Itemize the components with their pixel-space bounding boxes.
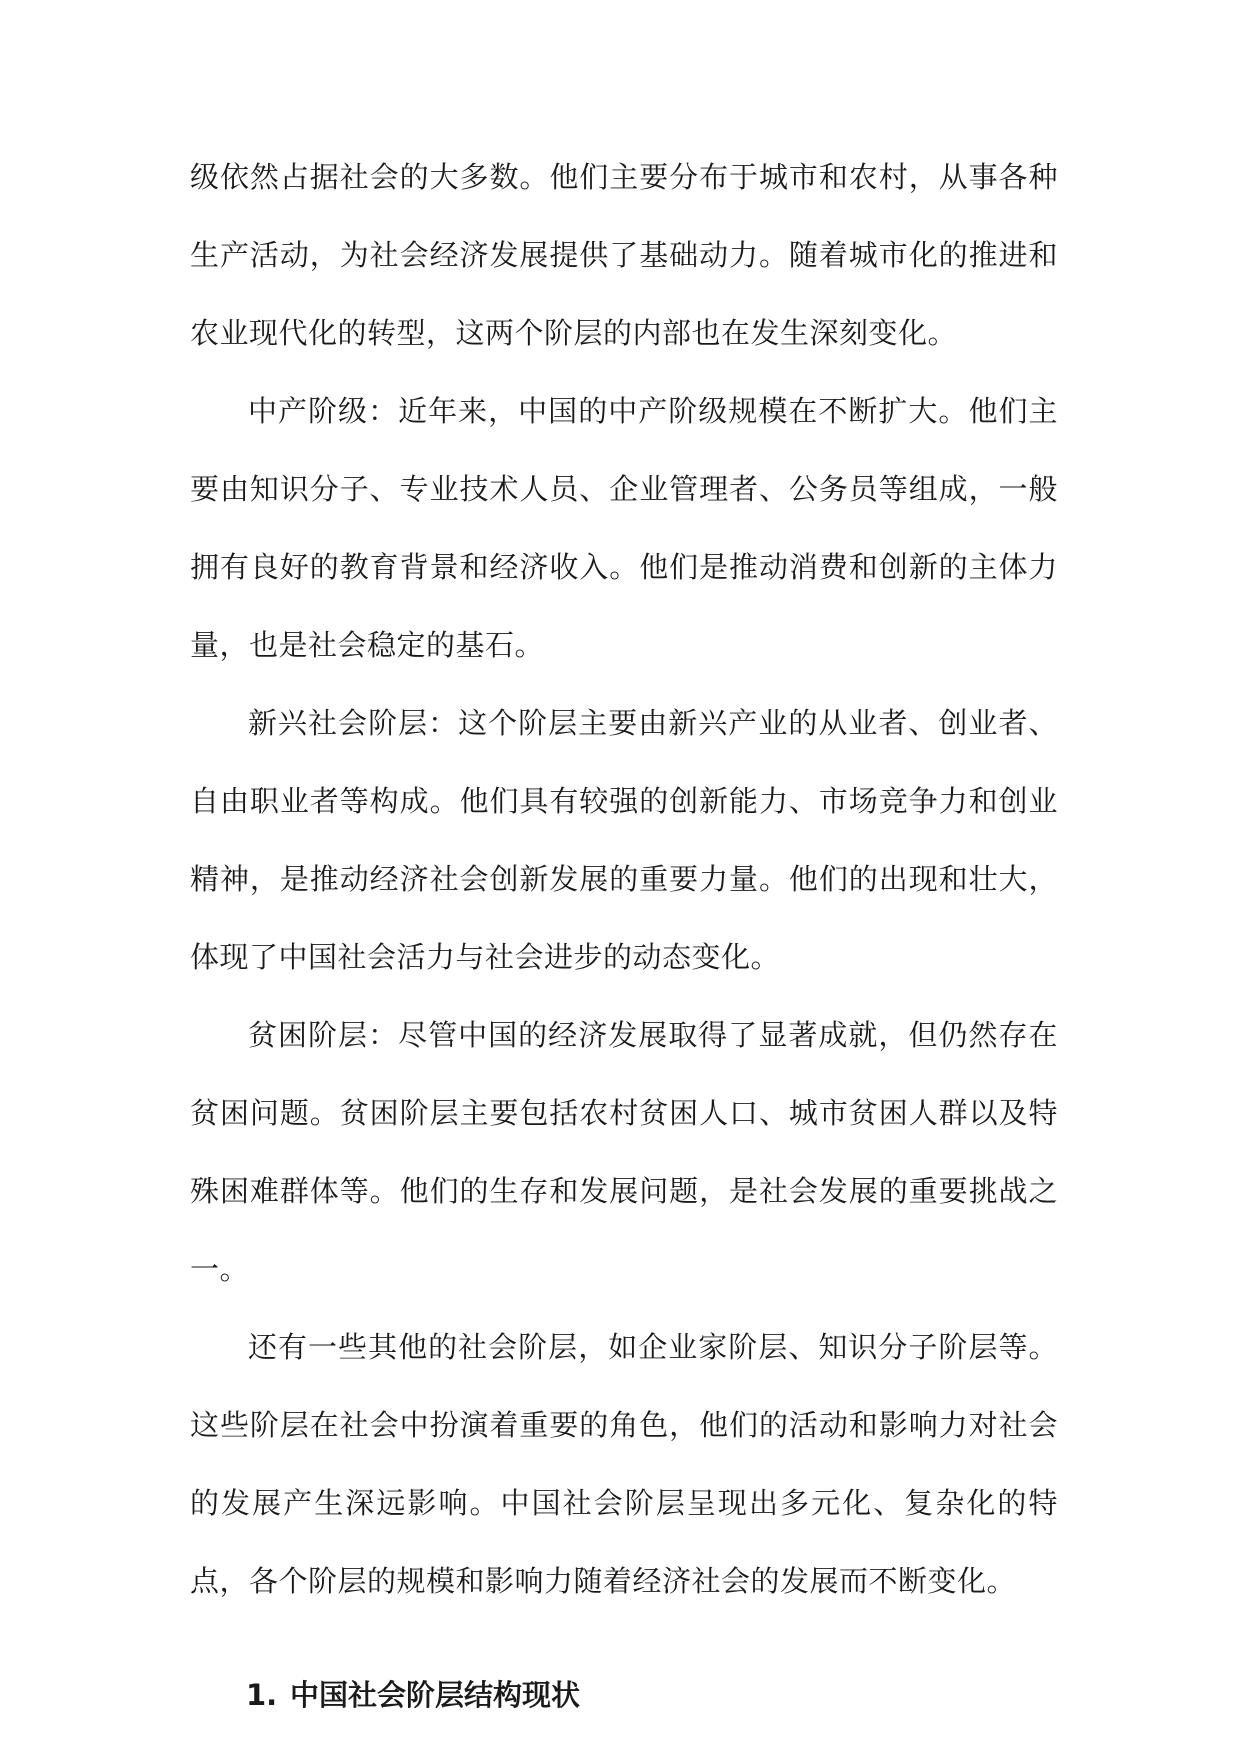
paragraph-continuation: 级依然占据社会的大多数。他们主要分布于城市和农村，从事各种生产活动，为社会经济发展提供了基础动力。随着城市化的推进和农业现代化的转型，这两个阶层的内部也在发生深刻变化。 — [190, 160, 1058, 350]
paragraph-middle-class: 中产阶级：近年来，中国的中产阶级规模在不断扩大。他们主要由知识分子、专业技术人员、企业管理者、公务员等组成，一般拥有良好的教育背景和经济收入。他们是推动消费和创新的主体力量，也是社会稳定的基石。 — [190, 394, 1058, 662]
paragraph-emerging-class: 新兴社会阶层：这个阶层主要由新兴产业的从业者、创业者、自由职业者等构成。他们具有较强的创新能力、市场竞争力和创业精神，是推动经济社会创新发展的重要力量。他们的出现和壮大，体现了中国社会活力与社会进步的动态变化。 — [190, 706, 1058, 974]
paragraph-other-classes: 还有一些其他的社会阶层，如企业家阶层、知识分子阶层等。这些阶层在社会中扮演着重要的角色，他们的活动和影响力对社会的发展产生深远影响。中国社会阶层呈现出多元化、复杂化的特点，各个阶层的规模和影响力随着经济社会的发展而不断变化。 — [190, 1330, 1058, 1598]
paragraph-poverty-class: 贫困阶层：尽管中国的经济发展取得了显著成就，但仍然存在贫困问题。贫困阶层主要包括农村贫困人口、城市贫困人群以及特殊困难群体等。他们的生存和发展问题，是社会发展的重要挑战之一。 — [190, 1018, 1058, 1286]
section-heading-number: 1. — [246, 1678, 278, 1712]
document-body — [190, 138, 1058, 1734]
section-heading — [190, 1656, 1058, 1734]
section-heading-text: 中国社会阶层结构现状 — [290, 1678, 581, 1712]
